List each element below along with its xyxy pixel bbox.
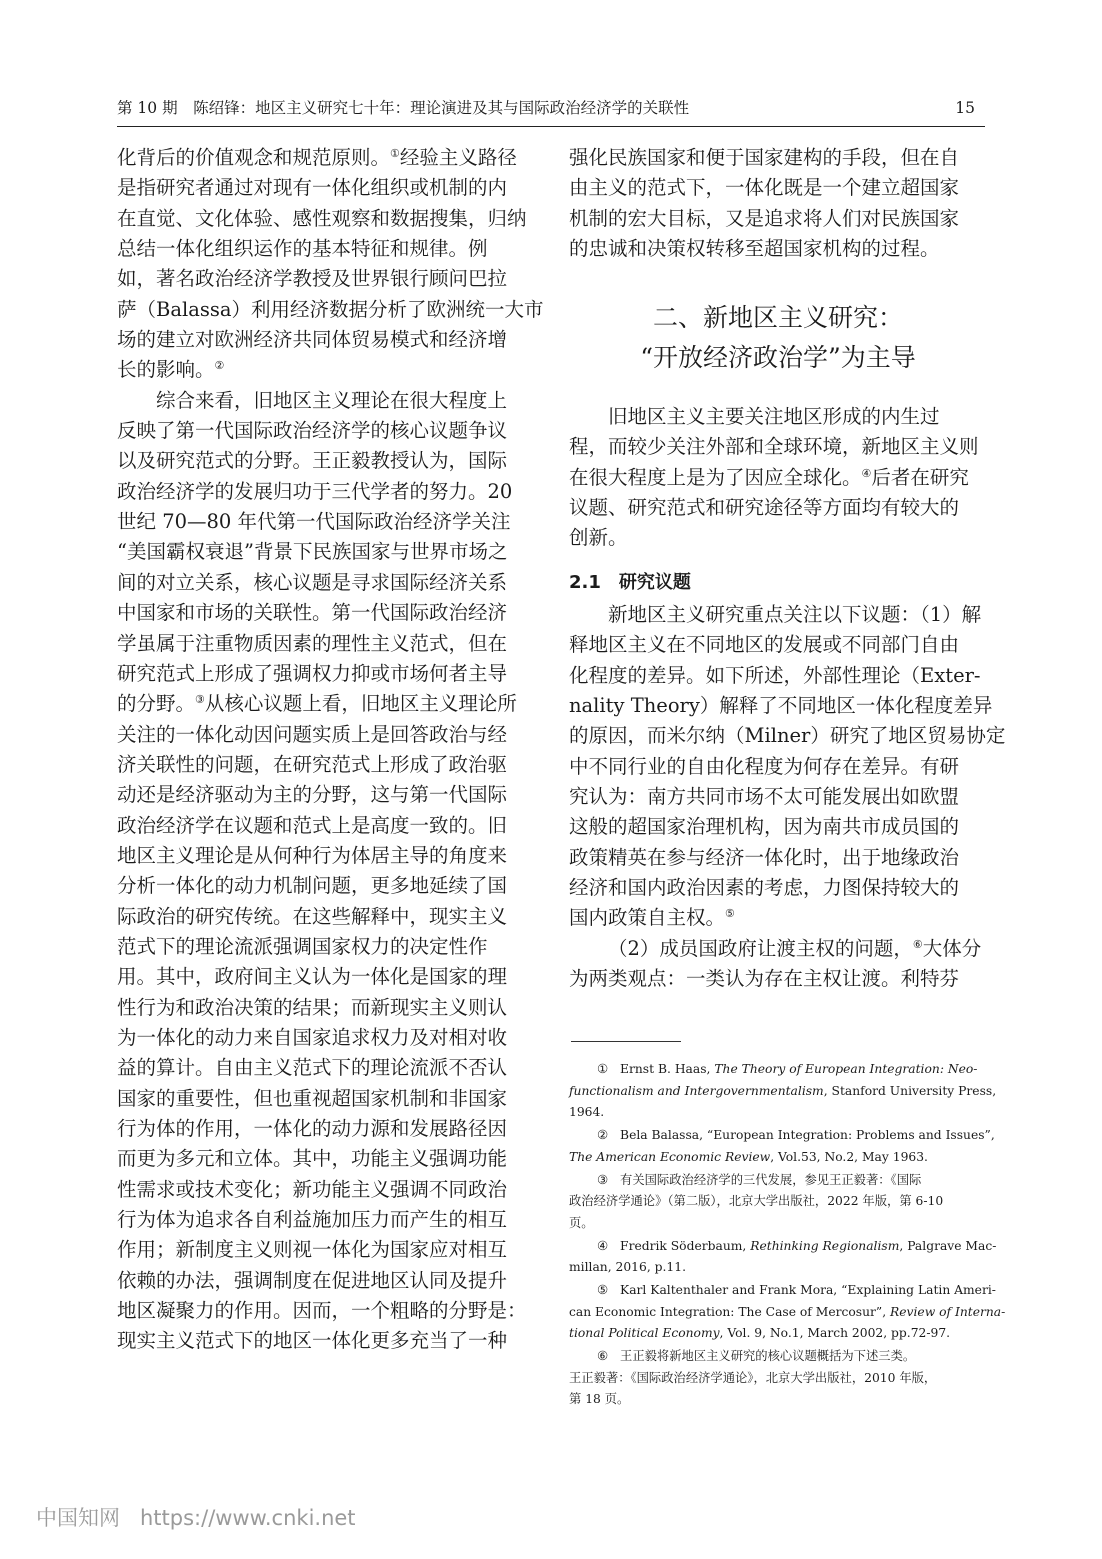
- text-line: [117, 477, 535, 507]
- text-segment: 场的建立对欧洲经济共同体贸易模式和经济增: [117, 328, 508, 352]
- cnki-watermark: [36, 1503, 356, 1533]
- text-line: [569, 691, 993, 721]
- text-segment: 长的影响。: [117, 358, 215, 382]
- text-segment: 而更为多元和立体。其中，功能主义强调功能: [117, 1147, 508, 1171]
- text-segment: 分析一体化的动力机制问题，更多地延续了国: [117, 874, 508, 898]
- text-segment: 行为体的作用，一体化的动力源和发展路径因: [117, 1117, 508, 1140]
- text-segment: 总结一体化组织运作的基本特征和规律。例: [117, 237, 488, 261]
- footnote-text: 第 18 页。: [569, 1392, 630, 1406]
- text-line: [569, 173, 987, 203]
- cnki-brand: 中国知网: [36, 1506, 120, 1530]
- text-line: [117, 1084, 535, 1114]
- text-segment: 性行为和政治决策的结果；而新现实主义则认: [117, 995, 508, 1019]
- text-segment: 依赖的办法，强调制度在促进地区认同及提升: [117, 1268, 508, 1292]
- text-segment: 经济和国内政治因素的考虑，力图保持较大的: [569, 876, 960, 900]
- text-line: [569, 493, 987, 523]
- text-segment: 际政治的研究传统。在这些解释中，现实主义: [117, 904, 508, 928]
- text-segment: 在直觉、文化体验、感性观察和数据搜集，归纳: [117, 206, 527, 230]
- text-segment: 政治经济学的发展归功于三代学者的努力。20: [117, 479, 513, 503]
- text-line: [569, 782, 987, 812]
- text-segment: 范式下的理论流派强调国家权力的决定性作: [117, 934, 488, 958]
- footnote-marker: ③: [597, 1172, 609, 1187]
- footnote-line: [569, 1368, 987, 1390]
- footnote-text: 王正毅著：《国际政治经济学通论》，北京大学出版社，2010 年版，: [569, 1370, 937, 1385]
- right-column-top: [569, 143, 987, 264]
- footnote-marker: ④: [597, 1238, 609, 1253]
- footnote-line: [569, 1125, 995, 1147]
- footnote-line: [569, 1170, 987, 1192]
- text-line: [569, 523, 987, 553]
- left-column: [117, 143, 544, 1357]
- text-line: [117, 568, 535, 598]
- footnote-text: , Vol. 9, No.1, March 2002, pp.72-97.: [719, 1326, 951, 1340]
- footnote-text: , Stanford University Press,: [823, 1083, 997, 1098]
- text-segment: 的分野。: [117, 692, 196, 716]
- text-segment: 化背后的价值观念和规范原则。: [117, 146, 391, 169]
- text-segment: 动还是经济驱动为主的分野，这与第一代国际: [117, 783, 508, 807]
- text-line: [569, 432, 987, 462]
- footnote-text: The Theory of European Integration: Neo-: [714, 1062, 978, 1076]
- header-rule: [117, 126, 985, 127]
- right-column-body: [569, 600, 1006, 994]
- text-segment: nality Theory）解释了不同地区一体化程度差异: [569, 694, 993, 718]
- text-line: [117, 962, 535, 992]
- text-segment: 化程度的差异。如下所述，外部性理论（Exter-: [569, 663, 981, 687]
- text-segment: 后者在研究: [871, 465, 969, 489]
- text-segment: 这般的超国家治理机构，因为南共市成员国的: [569, 815, 960, 839]
- text-segment: 由主义的范式下，一体化既是一个建立超国家: [569, 176, 960, 200]
- footnote-line: [569, 1059, 987, 1081]
- text-segment: 现实主义范式下的地区一体化更多充当了一种: [117, 1329, 508, 1353]
- text-line: [117, 993, 535, 1023]
- text-line: [117, 386, 535, 416]
- text-segment: 是指研究者通过对现有一体化组织或机制的内: [117, 176, 508, 200]
- cnki-url: https://www.cnki.net: [140, 1506, 356, 1530]
- text-line: [117, 204, 535, 234]
- footnote-line: [569, 1213, 987, 1235]
- text-segment: 政治经济学在议题和范式上是高度一致的。旧: [117, 813, 508, 837]
- text-line: [117, 1296, 535, 1326]
- text-segment: 创新。: [569, 526, 628, 550]
- text-line: [569, 843, 987, 873]
- text-segment: 间的对立关系，核心议题是寻求国际经济关系: [117, 570, 508, 594]
- footnote-text: functionalism and Intergovernmentalism: [569, 1083, 824, 1098]
- text-segment: 释地区主义在不同地区的发展或不同部门自由: [569, 633, 960, 657]
- text-line: [117, 234, 535, 264]
- footnote-text: 页。: [569, 1215, 594, 1230]
- text-segment: 在很大程度上是为了因应全球化。: [569, 465, 862, 489]
- footnote-line: [569, 1257, 987, 1279]
- text-line: [117, 932, 535, 962]
- text-line: [117, 1205, 535, 1235]
- text-line: [117, 1175, 535, 1205]
- footnote-text: millan, 2016, p.11.: [569, 1260, 686, 1274]
- text-segment: 机制的宏大目标，又是追求将人们对民族国家: [569, 206, 960, 230]
- text-segment: 性需求或技术变化；新功能主义强调不同政治: [117, 1177, 508, 1201]
- text-line: [117, 1053, 535, 1083]
- footnote-line: [569, 1102, 987, 1124]
- text-line: [117, 264, 535, 294]
- footnote-text: Review of Interna-: [890, 1304, 1006, 1319]
- text-segment: 行为体为追求各自利益施加压力而产生的相互: [117, 1208, 508, 1232]
- footnote: [569, 1280, 1006, 1345]
- text-line: [569, 812, 987, 842]
- text-line: [117, 1144, 535, 1174]
- text-segment: 中国家和市场的关联性。第一代国际政治经济: [117, 601, 508, 625]
- footnote-ref: ⑤: [725, 907, 735, 921]
- footnote-marker: ⑤: [597, 1283, 609, 1297]
- text-segment: 研究范式上形成了强调权力抑或市场何者主导: [117, 661, 508, 685]
- text-segment: 的原因，而米尔纳（Milner）研究了地区贸易协定: [569, 724, 1006, 748]
- text-segment: 新地区主义研究重点关注以下议题：（1）解: [608, 603, 982, 626]
- text-line: [117, 629, 535, 659]
- footnote-text: , Palgrave Mac-: [899, 1238, 997, 1253]
- text-segment: 经验主义路径: [399, 146, 517, 169]
- text-segment: 从核心议题上看，旧地区主义理论所: [204, 692, 517, 716]
- footnote: [569, 1346, 987, 1411]
- footnote-ref: ①: [390, 147, 400, 160]
- text-line: [569, 964, 987, 994]
- text-line: [117, 780, 535, 810]
- footnote-ref: ⑥: [912, 937, 923, 951]
- text-line: [117, 325, 535, 355]
- text-segment: 以及研究范式的分野。王正毅教授认为，国际: [117, 449, 508, 473]
- text-line: [569, 721, 1006, 751]
- footnote-ref: ④: [861, 466, 872, 480]
- text-line: [117, 811, 535, 841]
- text-line: [117, 841, 535, 871]
- footnote-line: [569, 1302, 1006, 1324]
- text-line: [117, 871, 535, 901]
- footnote-ref: ③: [195, 693, 205, 707]
- text-line: [569, 600, 987, 630]
- text-line: [569, 661, 987, 691]
- page-number: 15: [955, 99, 975, 117]
- footnote-text: Fredrik Söderbaum,: [620, 1238, 751, 1253]
- text-line: [117, 1235, 535, 1265]
- subsection-heading: 2.1 研究议题: [569, 572, 691, 593]
- text-segment: 用。其中，政府间主义认为一体化是国家的理: [117, 965, 508, 989]
- text-line: [569, 143, 987, 173]
- footnote-text: Karl Kaltenthaler and Frank Mora, “Explaining Latin Ameri-: [620, 1283, 996, 1297]
- text-line: [117, 295, 544, 325]
- footnotes: [569, 1059, 1006, 1412]
- text-segment: 关注的一体化动因问题实质上是回答政治与经: [117, 722, 508, 746]
- text-segment: 萨（Balassa）利用经济数据分析了欧洲统一大市: [117, 297, 544, 321]
- text-segment: 益的算计。自由主义范式下的理论流派不否认: [117, 1056, 508, 1080]
- footnote-ref: ②: [214, 359, 225, 373]
- footnote-text: Bela Balassa, “European Integration: Problems and Issues”,: [620, 1128, 995, 1142]
- footnote-text: 政治经济学通论》（第二版），北京大学出版社，2022 年版，第 6-10: [569, 1194, 944, 1208]
- text-segment: 中不同行业的自由化程度为何存在差异。有研: [569, 754, 960, 778]
- text-line: [117, 902, 535, 932]
- text-line: [569, 903, 987, 933]
- text-segment: 国家的重要性，但也重视超国家机制和非国家: [117, 1086, 508, 1110]
- text-line: [569, 934, 987, 964]
- text-line: [117, 416, 535, 446]
- text-line: [117, 598, 535, 628]
- text-segment: 的忠诚和决策权转移至超国家机构的过程。: [569, 237, 940, 261]
- text-segment: 国内政策自主权。: [569, 906, 726, 930]
- text-line: [117, 1326, 535, 1356]
- footnote-line: [569, 1280, 996, 1302]
- text-segment: （2）成员国政府让渡主权的问题，: [608, 936, 913, 960]
- text-segment: 程，而较少关注外部和全球环境，新地区主义则: [569, 435, 979, 459]
- footnote: [569, 1170, 987, 1235]
- running-header: [117, 98, 985, 124]
- header-title: 第 10 期 陈绍锋：地区主义研究七十年：理论演进及其与国际政治经济学的关联性: [117, 99, 690, 117]
- text-line: [569, 630, 987, 660]
- footnote: [569, 1236, 997, 1279]
- text-segment: 世纪 70—80 年代第一代国际政治经济学关注: [117, 510, 511, 534]
- text-line: [117, 720, 535, 750]
- text-line: [569, 234, 987, 264]
- text-segment: 反映了第一代国际政治经济学的核心议题争议: [117, 419, 508, 443]
- text-segment: 旧地区主义主要关注地区形成的内生过: [608, 405, 940, 428]
- footnote-line: [569, 1236, 997, 1258]
- text-line: [117, 750, 535, 780]
- footnote-text: tional Political Economy: [569, 1326, 720, 1340]
- footnote: [569, 1059, 997, 1124]
- text-line: [117, 143, 535, 173]
- text-segment: 如，著名政治经济学教授及世界银行顾问巴拉: [117, 267, 508, 291]
- text-segment: 学虽属于注重物质因素的理性主义范式，但在: [117, 631, 508, 655]
- text-segment: “美国霸权衰退”背景下民族国家与世界市场之: [117, 540, 508, 564]
- text-segment: 综合来看，旧地区主义理论在很大程度上: [156, 388, 508, 412]
- text-line: [117, 1266, 535, 1296]
- text-line: [117, 1023, 535, 1053]
- footnote-text: , Vol.53, No.2, May 1963.: [770, 1149, 928, 1164]
- footnote-text: 王正毅将新地区主义研究的核心议题概括为下述三类。: [620, 1349, 916, 1363]
- text-line: [117, 689, 535, 719]
- text-segment: 作用；新制度主义则视一体化为国家应对相互: [117, 1238, 508, 1262]
- text-line: [117, 507, 535, 537]
- footnote: [569, 1125, 995, 1168]
- footnote-marker: ⑥: [597, 1349, 609, 1363]
- text-segment: 为两类观点：一类认为存在主权让渡。利特芬: [569, 967, 960, 991]
- text-segment: 议题、研究范式和研究途径等方面均有较大的: [569, 496, 960, 520]
- text-segment: 强化民族国家和便于国家建构的手段，但在自: [569, 146, 960, 169]
- text-line: [117, 659, 535, 689]
- footnote-text: 1964.: [569, 1105, 605, 1119]
- text-segment: 地区主义理论是从何种行为体居主导的角度来: [117, 843, 508, 867]
- text-segment: 济关联性的问题，在研究范式上形成了政治驱: [117, 752, 508, 776]
- section-title-line1: 二、新地区主义研究：: [652, 303, 903, 332]
- text-line: [117, 537, 535, 567]
- footnote-text: The American Economic Review: [569, 1149, 771, 1164]
- text-line: [117, 446, 535, 476]
- footnote-line: [569, 1081, 997, 1103]
- text-line: [569, 204, 987, 234]
- text-segment: 为一体化的动力来自国家追求权力及对相对收: [117, 1025, 508, 1049]
- footnote-line: [569, 1323, 987, 1345]
- footnote-rule: [571, 1041, 681, 1042]
- text-segment: 政策精英在参与经济一体化时，出于地缘政治: [569, 845, 960, 869]
- text-line: [117, 355, 535, 385]
- right-column-intro: [569, 402, 987, 554]
- footnote-text: can Economic Integration: The Case of Mercosur”,: [569, 1304, 891, 1319]
- text-segment: 究认为：南方共同市场不太可能发展出如欧盟: [569, 785, 960, 809]
- footnote-text: Rethinking Regionalism: [750, 1238, 900, 1253]
- text-line: [569, 463, 987, 493]
- text-line: [117, 1114, 535, 1144]
- footnote-marker: ②: [597, 1128, 609, 1142]
- footnote-line: [569, 1191, 987, 1213]
- section-title-line2: “开放经济政治学”为主导: [640, 343, 916, 372]
- footnote-marker: ①: [597, 1062, 609, 1076]
- text-segment: 地区凝聚力的作用。因而，一个粗略的分野是：: [117, 1299, 527, 1323]
- footnote-text: Ernst B. Haas,: [620, 1062, 715, 1076]
- footnote-text: 有关国际政治经济学的三代发展，参见王正毅著：《国际: [620, 1172, 922, 1187]
- text-line: [117, 173, 535, 203]
- footnote-line: [569, 1346, 987, 1368]
- text-line: [569, 752, 987, 782]
- text-line: [569, 402, 987, 432]
- footnote-line: [569, 1389, 987, 1411]
- footnote-line: [569, 1147, 987, 1169]
- text-line: [569, 873, 987, 903]
- text-segment: 大体分: [922, 936, 982, 960]
